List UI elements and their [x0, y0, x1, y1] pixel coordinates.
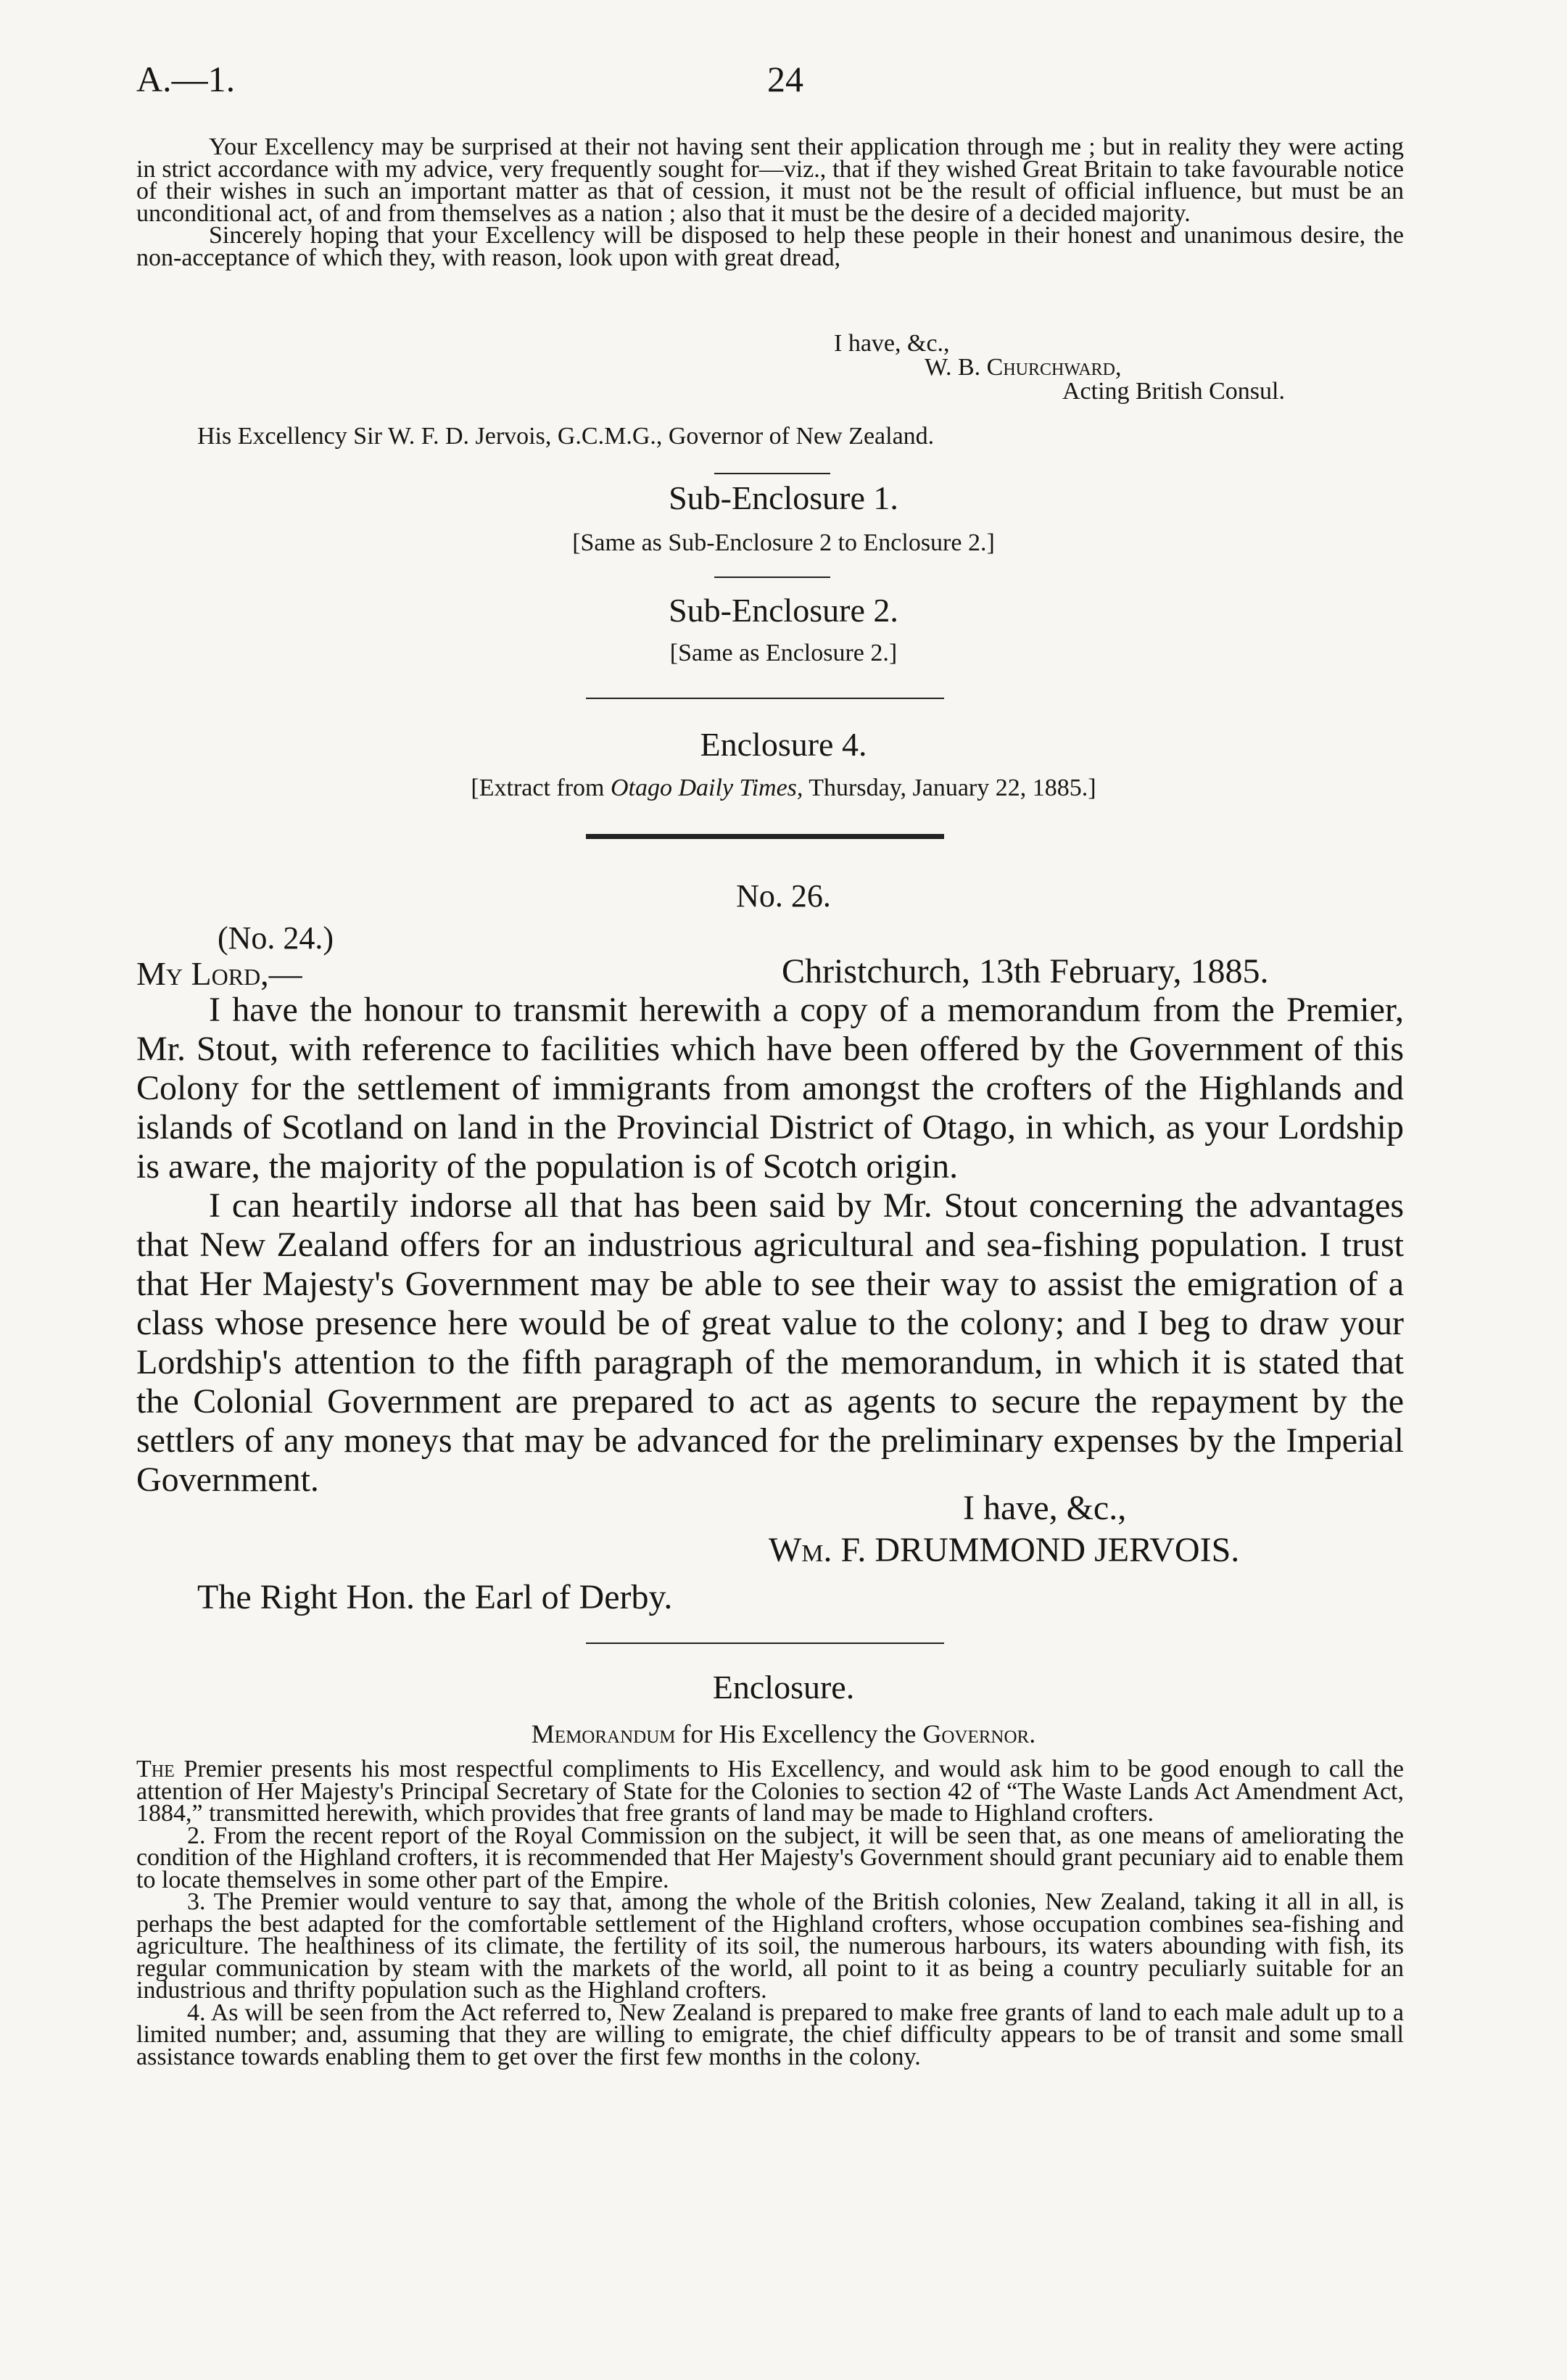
- sub-enclosure-1-title: [0, 479, 1567, 517]
- enclosure-title: Enclosure.: [712, 1669, 855, 1706]
- document-code: A.—1.: [136, 59, 236, 99]
- memorandum-paragraph: 3. The Premier would venture to say that, among the whole of the British colonies, New Zealand, taking it all in all, is perhaps the best adapted for the comfortable settlement of the Highland crofters, whose occupation combines sea-fishing and agriculture. The healthiness of its climate, the fertility of its soil, the numerous harbours, its waters abounding with fish, its regular communication by steam with the markets of the world, all point to it as being a country peculiarly suitable for an industrious and thrifty population such as the Highland crofters.: [136, 1888, 1404, 2004]
- despatch-paragraph: I have the honour to transmit herewith a copy of a memorandum from the Premier, Mr. Stout, with reference to facilities which have been offered by the Government of this Colony for the settlement of immigrants from amongst the crofters of the Highlands and islands of Scotland on land in the Provincial District of Otago, in which, as your Lordship is aware, the majority of the population is of Scotch origin.: [136, 991, 1404, 1186]
- despatch-reference: (No. 24.): [218, 920, 334, 956]
- despatch-place-date: Christchurch, 13th February, 1885.: [782, 952, 1269, 991]
- enclosure-4-note-prefix: [Extract from: [471, 774, 611, 801]
- despatch-body: [136, 991, 1404, 1500]
- letter-paragraph: Your Excellency may be surprised at their not having sent their application through me ; but in reality they were acting in strict accordance with my advice, very frequently sought for—viz., that if they wished Great Britain to take favourable notice of their wishes in such an important matter as that of cession, it must not be the result of official influence, but must be an unconditional act, of and from themselves as a nation ; also that it must be the desire of a decided majority.: [136, 133, 1404, 227]
- sub-enclosure-2-title: Sub-Enclosure 2.: [669, 592, 898, 629]
- letter-signature-title: Acting British Consul.: [1062, 378, 1285, 405]
- despatch-signature: Wm. F. DRUMMOND JERVOIS.: [769, 1531, 1240, 1569]
- sub-enclosure-2-note: [Same as Enclosure 2.]: [669, 640, 898, 666]
- page-number: 24: [767, 59, 803, 99]
- memorandum-body: [136, 1756, 1404, 2070]
- enclosure-4-title: Enclosure 4.: [700, 726, 867, 763]
- memorandum-paragraph: [136, 1756, 1404, 1827]
- memorandum-label: Memorandum: [531, 1719, 676, 1748]
- sub-enclosure-1-title-text: Sub-Enclosure 1.: [669, 479, 898, 516]
- despatch-number: No. 26.: [736, 878, 831, 914]
- memorandum-for: for His Excellency the: [675, 1719, 923, 1748]
- despatch-paragraph: I can heartily indorse all that has been said by Mr. Stout concerning the advantages that New Zealand offers for an industrious agricultural and sea-fishing population. I trust that Her Majesty's Government may be able to see their way to assist the emigration of a class whose presence here would be of great value to the colony; and I beg to draw your Lordship's attention to the fifth paragraph of the memorandum, in which it is stated that the Colonial Government are prepared to act as agents to secure the repayment by the settlers of any moneys that may be advanced for the preliminary expenses by the Imperial Government.: [136, 1186, 1404, 1499]
- memorandum-heading: [0, 1719, 1567, 1749]
- despatch-addressee: The Right Hon. the Earl of Derby.: [197, 1578, 673, 1616]
- memorandum-lead-word: The: [136, 1756, 175, 1782]
- memorandum-recipient: Governor.: [922, 1719, 1036, 1748]
- despatch-closing: I have, &c.,: [963, 1489, 1127, 1527]
- letter-signature: W. B. Churchward,: [925, 354, 1122, 381]
- thick-divider: [586, 834, 944, 839]
- letter-tail: [136, 133, 1404, 271]
- divider: [714, 577, 830, 578]
- despatch-salutation: My Lord,—: [136, 955, 302, 992]
- divider: [586, 698, 944, 699]
- enclosure-4-note-suffix: Thursday, January 22, 1885.]: [803, 774, 1096, 801]
- letter-closing: I have, &c.,: [834, 330, 950, 357]
- divider: [586, 1643, 944, 1644]
- memorandum-paragraph-text: Premier presents his most respectful compliments to His Excellency, and would ask him to be good enough to call the attention of Her Majesty's Principal Secretary of State for the Colonies to section 42 of “The Waste Lands Act Amendment Act, 1884,” transmitted herewith, which provides that free grants of land may be made to Highland crofters.: [136, 1756, 1404, 1827]
- memorandum-paragraph: 2. From the recent report of the Royal Commission on the subject, it will be seen that, as one means of ameliorating the condition of the Highland crofters, it is recommended that Her Majesty's Government should grant pecuniary aid to enable them to locate themselves in some other part of the Empire.: [136, 1822, 1404, 1893]
- letter-paragraph: Sincerely hoping that your Excellency will be disposed to help these people in their honest and unanimous desire, the non-acceptance of which they, with reason, look upon with great dread,: [136, 222, 1404, 271]
- divider: [714, 473, 830, 474]
- letter-addressee: His Excellency Sir W. F. D. Jervois, G.C.M.G., Governor of New Zealand.: [197, 423, 935, 450]
- memorandum-paragraph: 4. As will be seen from the Act referred to, New Zealand is prepared to make free grants of land to each male adult up to a limited number; and, assuming that they are willing to emigrate, the chief difficulty appears to be of transit and some small assistance towards enabling them to get over the first few months in the colony.: [136, 1999, 1404, 2070]
- sub-enclosure-1-note: [Same as Sub-Enclosure 2 to Enclosure 2.]: [572, 529, 995, 556]
- newspaper-name: Otago Daily Times,: [611, 774, 803, 801]
- enclosure-4-note: [0, 774, 1567, 802]
